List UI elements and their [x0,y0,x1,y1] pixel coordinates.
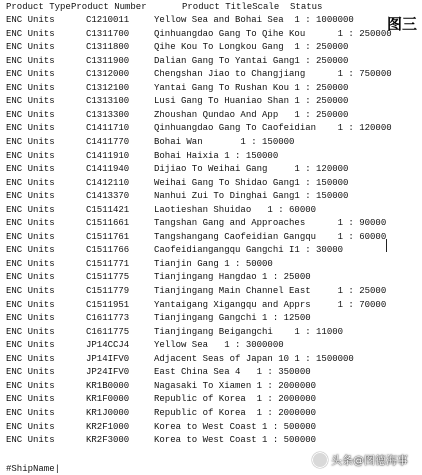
product-number-cell: KR1J0000 [86,408,130,418]
product-type-cell: ENC Units [6,15,55,25]
product-number-cell: C1411770 [86,136,130,147]
product-type-cell: ENC Units [6,435,55,446]
product-title-cell: Yellow Sea and Bohai Sea 1 : 1000000 [154,15,354,25]
product-number-cell: C1413370 [86,191,130,202]
product-number-cell: C1511761 [86,231,130,242]
product-number-cell: C1311900 [86,55,130,66]
product-type-cell: ENC Units [6,82,55,93]
product-number-cell: C1511771 [86,258,130,269]
product-type-cell: ENC Units [6,340,55,351]
header-product-title-scale-status: Product TitleScale Status [182,2,323,12]
product-number-cell: C1311800 [86,42,130,53]
product-number-cell: C1611775 [86,326,130,337]
product-title-cell: Adjacent Seas of Japan 10 1 : 1500000 [154,353,354,364]
product-title-cell: Weihai Gang To Shidao Gang1 : 150000 [154,177,349,188]
product-number-cell: KR1B0000 [86,380,130,391]
product-type-cell: ENC Units [6,258,55,269]
product-type-cell: ENC Units [6,231,55,242]
watermark-avatar-icon [312,452,328,468]
product-title-cell: East China Sea 4 1 : 350000 [154,367,311,378]
product-type-cell: ENC Units [6,272,55,283]
product-title-cell: Lusi Gang To Huaniao Shan 1 : 250000 [154,96,349,107]
product-title-cell: Republic of Korea 1 : 2000000 [154,408,317,418]
product-type-cell: ENC Units [6,109,55,120]
product-type-cell: ENC Units [6,191,55,202]
product-type-cell: ENC Units [6,177,55,188]
product-title-cell: Laotieshan Shuidao 1 : 60000 [154,204,317,215]
product-number-cell: C1210011 [86,15,130,25]
product-type-cell: ENC Units [6,286,55,296]
product-type-cell: ENC Units [6,28,55,39]
product-number-cell: C1311700 [86,28,130,39]
product-number-cell: C1412110 [86,177,130,188]
product-number-cell: C1313300 [86,109,130,120]
product-type-cell: ENC Units [6,380,55,391]
text-cursor [386,239,387,252]
product-number-cell: C1411710 [86,123,130,134]
ship-name-field-text: #ShipName| [6,464,61,474]
product-number-cell: KR2F1000 [86,421,130,432]
product-type-cell: ENC Units [6,150,55,161]
product-number-cell: C1511779 [86,286,130,296]
product-title-cell: Tangshan Gang and Approaches 1 : 90000 [154,218,387,229]
product-number-cell: C1411910 [86,150,130,161]
product-title-cell: Republic of Korea 1 : 2000000 [154,394,317,405]
product-title-cell: Tianjin Gang 1 : 50000 [154,258,273,269]
product-title-cell: Dijiao To Weihai Gang 1 : 120000 [154,164,349,175]
product-type-cell: ENC Units [6,421,55,432]
product-title-cell: Yantai Gang To Rushan Kou 1 : 250000 [154,82,349,93]
product-number-cell: JP14IFV0 [86,353,130,364]
product-number-cell: C1611773 [86,313,130,324]
product-number-cell: KR1F0000 [86,394,130,405]
figure-label: 图三 [387,15,418,33]
product-type-cell: ENC Units [6,42,55,53]
product-type-cell: ENC Units [6,299,55,310]
product-number-cell: C1313100 [86,96,130,107]
product-type-cell: ENC Units [6,218,55,229]
product-type-cell: ENC Units [6,353,55,364]
product-title-cell: Korea to West Coast 1 : 500000 [154,421,317,432]
product-title-cell: Nagasaki To Xiamen 1 : 2000000 [154,380,317,391]
product-number-cell: C1511421 [86,204,130,215]
product-number-cell: C1511661 [86,218,130,229]
watermark-text: 头条@图德海事 [331,454,408,467]
product-type-cell: ENC Units [6,394,55,405]
product-number-cell: C1411940 [86,164,130,175]
product-title-cell: Tianjingang Gangchi 1 : 12500 [154,313,311,324]
product-number-cell: C1511766 [86,245,130,256]
product-title-cell: Bohai Wan 1 : 150000 [154,136,295,147]
product-number-cell: C1511951 [86,299,130,310]
product-number-cell: JP24IFV0 [86,367,130,378]
product-number-cell: C1312100 [86,82,130,93]
product-title-cell: Zhoushan Qundao And App 1 : 250000 [154,109,349,120]
product-title-cell: Yellow Sea 1 : 3000000 [154,340,284,351]
product-number-cell: C1312000 [86,69,130,80]
product-number-cell: KR2F3000 [86,435,130,446]
product-type-cell: ENC Units [6,408,55,418]
product-number-cell: JP14CCJ4 [86,340,130,351]
product-title-cell: Caofeidiangangqu Gangchi I1 : 30000 [154,245,344,256]
product-type-cell: ENC Units [6,123,55,134]
product-type-cell: ENC Units [6,204,55,215]
product-type-cell: ENC Units [6,245,55,256]
product-type-cell: ENC Units [6,164,55,175]
product-title-cell: Qinhuangdao Gang To Qihe Kou 1 : 250000 [154,28,392,39]
product-title-cell: Qihe Kou To Longkou Gang 1 : 250000 [154,42,349,53]
product-title-cell: Tianjingang Hangdao 1 : 25000 [154,272,311,283]
product-type-cell: ENC Units [6,367,55,378]
product-title-cell: Qinhuangdao Gang To Caofeidian 1 : 120000 [154,123,392,134]
product-type-cell: ENC Units [6,96,55,107]
product-type-cell: ENC Units [6,136,55,147]
product-title-cell: Nanhui Zui To Dinghai Gang1 : 150000 [154,191,349,202]
product-type-cell: ENC Units [6,326,55,337]
product-type-cell: ENC Units [6,313,55,324]
watermark [312,452,408,468]
product-title-cell: Dalian Gang To Yantai Gang1 : 250000 [154,55,349,66]
product-title-cell: Tianjingang Main Channel East 1 : 25000 [154,286,387,296]
product-title-cell: Yantaigang Xigangqu and Apprs 1 : 70000 [154,299,387,310]
product-number-cell: C1511775 [86,272,130,283]
product-title-cell: Korea to West Coast 1 : 500000 [154,435,317,446]
product-title-cell: Bohai Haixia 1 : 150000 [154,150,279,161]
product-title-cell: Tangshangang Caofeidian Gangqu 1 : 60000 [154,231,387,242]
header-product-number: Product Number [71,2,147,12]
product-title-cell: Tianjingang Beigangchi 1 : 11000 [154,326,344,337]
column-header-row [0,1,323,13]
header-product-type: Product Type [6,2,71,12]
product-title-cell: Chengshan Jiao to Changjiang 1 : 750000 [154,69,392,80]
product-type-cell: ENC Units [6,55,55,66]
product-type-cell: ENC Units [6,69,55,80]
